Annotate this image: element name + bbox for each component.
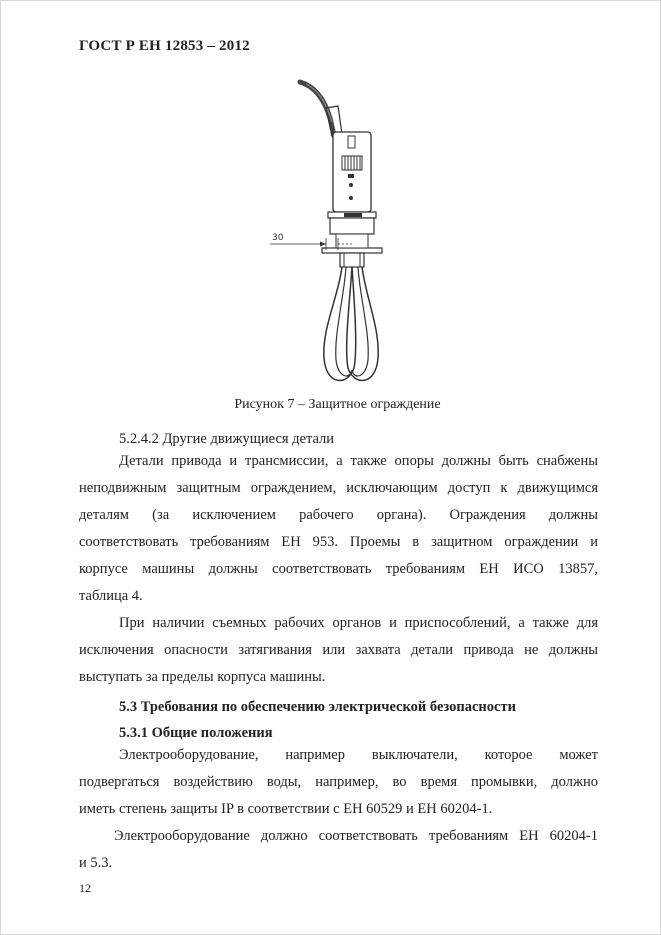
paragraph-line: и 5.3.	[79, 855, 113, 871]
paragraph-line: подвергаться воздействию воды, например, во время промывки, должно	[79, 774, 598, 790]
paragraph-line: таблица 4.	[79, 588, 143, 604]
document-header: ГОСТ Р ЕН 12853 – 2012	[79, 38, 250, 54]
paragraph-line: Детали привода и трансмиссии, а также опоры должны быть снабжены	[119, 453, 598, 469]
figure-protective-guard	[262, 78, 402, 390]
figure-caption: Рисунок 7 – Защитное ограждение	[234, 397, 441, 412]
page-number: 12	[79, 881, 91, 895]
paragraph-line: исключения опасности затягивания или захвата детали привода не должны	[79, 642, 598, 658]
section-53-heading: 5.3 Требования по обеспечению электрической безопасности	[119, 699, 516, 715]
paragraph-line: деталям (за исключением рабочего органа). Ограждения должны	[79, 507, 598, 523]
paragraph-line: корпусе машины должны соответствовать требованиям ЕН ИСО 13857,	[79, 561, 598, 577]
paragraph-line: соответствовать требованиям ЕН 953. Проемы в защитном ограждении и	[79, 534, 598, 550]
dimension-label: 30	[272, 233, 284, 243]
hand-mixer-drawing	[262, 78, 402, 390]
paragraph-line: Электрооборудование, например выключатели, которое может	[119, 747, 598, 763]
section-531-heading: 5.3.1 Общие положения	[119, 725, 273, 741]
section-5242-heading: 5.2.4.2 Другие движущиеся детали	[119, 431, 335, 447]
paragraph-line: Электрооборудование должно соответствовать требованиям ЕН 60204-1	[114, 828, 598, 844]
paragraph-line: иметь степень защиты IP в соответствии с ЕН 60529 и ЕН 60204-1.	[79, 801, 493, 817]
paragraph-line: При наличии съемных рабочих органов и приспособлений, а также для	[119, 615, 598, 631]
paragraph-line: неподвижным защитным ограждением, исключающим доступ к движущимся	[79, 480, 598, 496]
paragraph-line: выступать за пределы корпуса машины.	[79, 669, 326, 685]
